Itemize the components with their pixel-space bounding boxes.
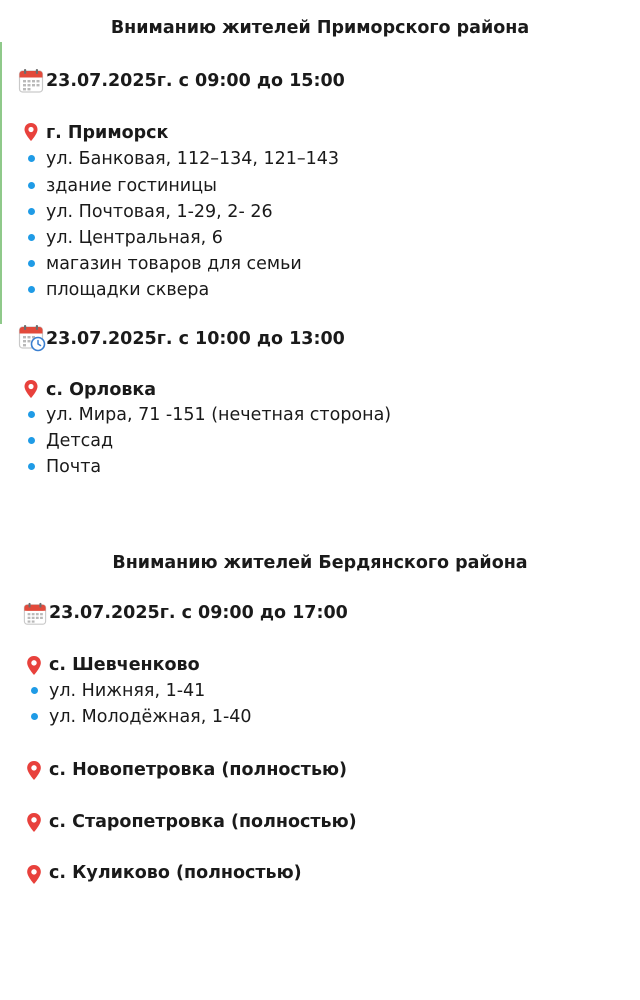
bullet-dot-icon (28, 234, 35, 241)
list-item: Почта (46, 457, 102, 477)
place-name: с. Старопетровка (полностью) (49, 812, 357, 832)
place-name: с. Шевченково (49, 655, 200, 675)
schedule-time: 23.07.2025г. с 09:00 до 17:00 (49, 603, 348, 623)
schedule-time: 23.07.2025г. с 10:00 до 13:00 (46, 329, 345, 349)
list-item: ул. Почтовая, 1-29, 2- 26 (46, 202, 273, 222)
calendar-clock-icon (18, 324, 46, 352)
bullet-dot-icon (28, 182, 35, 189)
section-title-primorsky: Вниманию жителей Приморского района (110, 18, 530, 38)
list-item: ул. Банковая, 112–134, 121–143 (46, 149, 340, 169)
location-pin-icon (25, 655, 43, 676)
location-pin-icon (23, 122, 39, 142)
list-item: ул. Мира, 71 -151 (нечетная сторона) (46, 405, 392, 425)
calendar-icon (18, 68, 44, 94)
location-pin-icon (25, 812, 43, 833)
bullet-dot-icon (28, 286, 35, 293)
bullet-dot-icon (28, 260, 35, 267)
list-item: ул. Молодёжная, 1-40 (49, 707, 252, 727)
bullet-dot-icon (31, 713, 38, 720)
place-name: с. Орловка (46, 380, 157, 400)
place-name: г. Приморск (46, 123, 169, 143)
place-name: с. Куликово (полностью) (49, 863, 302, 883)
bullet-dot-icon (28, 411, 35, 418)
list-item: здание гостиницы (46, 176, 217, 196)
calendar-icon (23, 602, 47, 626)
location-pin-icon (25, 864, 43, 885)
list-item: площадки сквера (46, 280, 210, 300)
list-item: ул. Нижняя, 1-41 (49, 681, 206, 701)
schedule-time: 23.07.2025г. с 09:00 до 15:00 (46, 71, 345, 91)
location-pin-icon (25, 760, 43, 781)
section-title-berdyansk: Вниманию жителей Бердянского района (112, 553, 528, 573)
list-item: Детсад (46, 431, 114, 451)
bullet-dot-icon (28, 463, 35, 470)
location-pin-icon (23, 379, 39, 399)
bullet-dot-icon (28, 437, 35, 444)
message-accent-bar (0, 42, 2, 324)
list-item: магазин товаров для семьи (46, 254, 302, 274)
place-name: с. Новопетровка (полностью) (49, 760, 348, 780)
bullet-dot-icon (28, 208, 35, 215)
bullet-dot-icon (28, 155, 35, 162)
bullet-dot-icon (31, 687, 38, 694)
list-item: ул. Центральная, 6 (46, 228, 223, 248)
